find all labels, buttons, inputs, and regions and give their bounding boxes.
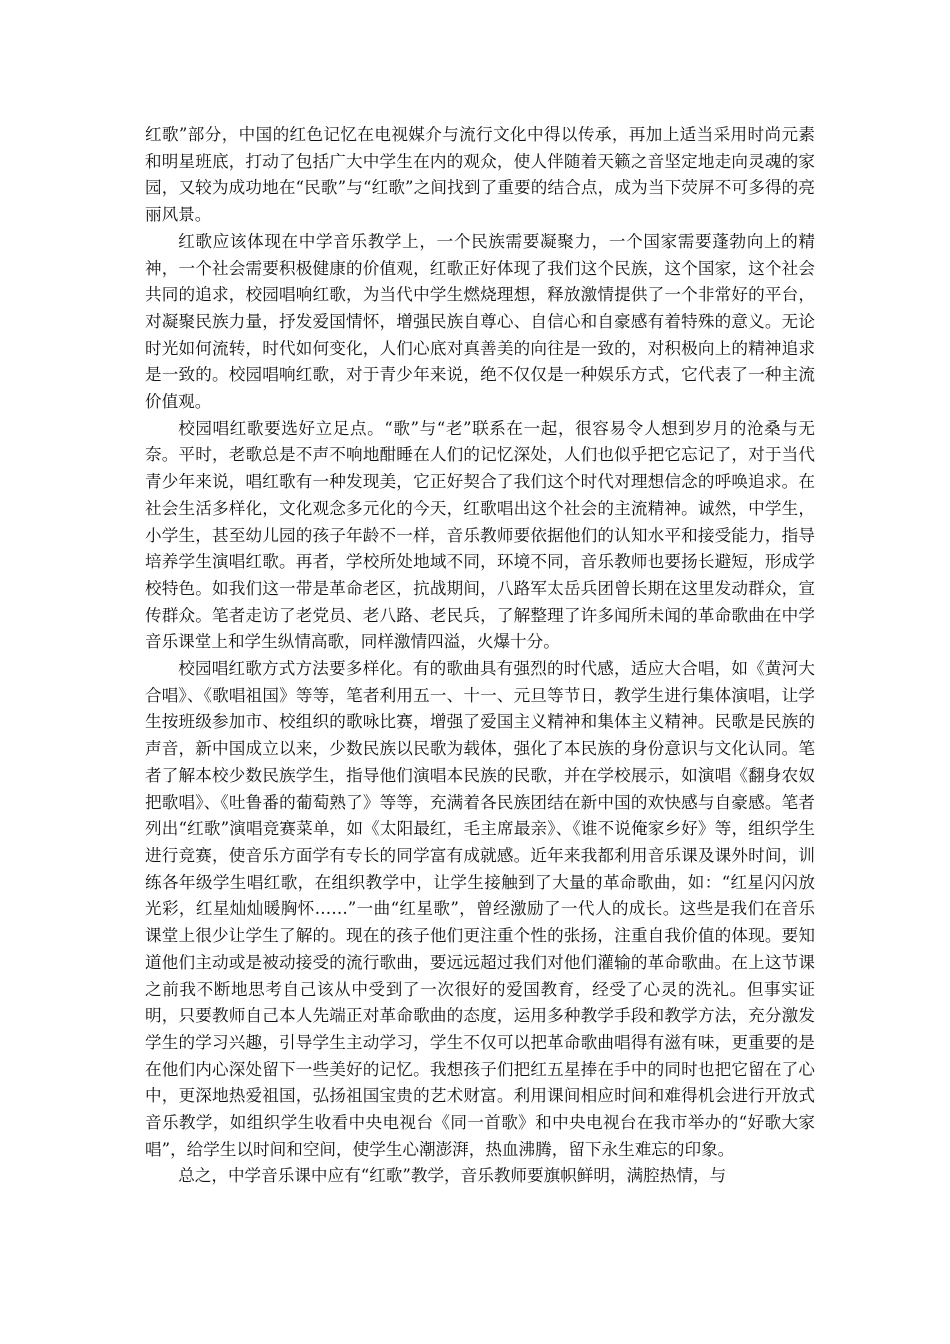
paragraph-5: 总之，中学音乐课中应有“红歌”教学，音乐教师要旗帜鲜明，满腔热情，与 — [178, 1166, 727, 1186]
document-body — [145, 122, 815, 1190]
paragraph-2: 红歌应该体现在中学音乐教学上，一个民族需要凝聚力，一个国家需要蓬勃向上的精神，一个社会需要积极健康的价值观，红歌正好体现了我们这个民族，这个国家，这个社会共同的追求，校园唱响红歌，为当代中学生燃烧理想，释放激情提供了一个非常好的平台，对凝聚民族力量，抒发爱国情怀，增强民族自尊心、自信心和自豪感有着特殊的意义。无论时光如何流转，时代如何变化，人们心底对真善美的向往是一致的，对积极向上的精神追求是一致的。校园唱响红歌，对于青少年来说，绝不仅仅是一种娱乐方式，它代表了一种主流价值观。 — [145, 231, 815, 412]
paragraph-1: 红歌”部分，中国的红色记忆在电视媒介与流行文化中得以传承，再加上适当采用时尚元素和明星班底，打动了包括广大中学生在内的观众，使人伴随着天籁之音坚定地走向灵魂的家园，又较为成功地在“民歌”与“红歌”之间找到了重要的结合点，成为当下荧屏不可多得的亮丽风景。 — [145, 125, 815, 225]
paragraph-4: 校园唱红歌方式方法要多样化。有的歌曲具有强烈的时代感，适应大合唱，如《黄河大合唱》、《歌唱祖国》等等，笔者利用五一、十一、元旦等节日，教学生进行集体演唱，让学生按班级参加市、校组织的歌咏比赛，增强了爱国主义精神和集体主义精神。民歌是民族的声音，新中国成立以来，少数民族以民歌为载体，强化了本民族的身份意识与文化认同。笔者了解本校少数民族学生，指导他们演唱本民族的民歌，并在学校展示，如演唱《翻身农奴把歌唱》、《吐鲁番的葡萄熟了》等等，充满着各民族团结在新中国的欢快感与自豪感。笔者列出“红歌”演唱竞赛菜单，如《太阳最红，毛主席最亲》、《谁不说俺家乡好》等，组织学生进行竞赛，使音乐方面学有专长的同学富有成就感。近年来我都利用音乐课及课外时间，训练各年级学生唱红歌，在组织教学中，让学生接触到了大量的革命歌曲，如：“红星闪闪放光彩，红星灿灿暖胸怀……”一曲“红星歌”，曾经激励了一代人的成长。这些是我们在音乐课堂上很少让学生了解的。现在的孩子他们更注重个性的张扬，注重自我价值的体现。要知道他们主动或是被动接受的流行歌曲，要远远超过我们对他们灌输的革命歌曲。在上这节课之前我不断地思考自己该从中受到了一次很好的爱国教育，经受了心灵的洗礼。但事实证明，只要教师自己本人先端正对革命歌曲的态度，运用多种教学手段和教学方法，充分激发学生的学习兴趣，引导学生主动学习，学生不仅可以把革命歌曲唱得有滋有味，更重要的是在他们内心深处留下一些美好的记忆。我想孩子们把红五星捧在手中的同时也把它留在了心中，更深地热爱祖国，弘扬祖国宝贵的艺术财富。利用课间相应时间和难得机会进行开放式音乐教学，如组织学生收看中央电视台《同一首歌》和中央电视台在我市举办的“好歌大家唱”，给学生以时间和空间，使学生心潮澎湃，热血沸腾，留下永生难忘的印象。 — [145, 659, 815, 1159]
paragraph-3: 校园唱红歌要选好立足点。“歌”与“老”联系在一起，很容易令人想到岁月的沧桑与无奈。平时，老歌总是不声不响地酣睡在人们的记忆深处，人们也似乎把它忘记了，对于当代青少年来说，唱红歌有一种发现美，它正好契合了我们这个时代对理想信念的呼唤追求。在社会生活多样化，文化观念多元化的今天，红歌唱出这个社会的主流精神。诚然，中学生，小学生，甚至幼儿园的孩子年龄不一样，音乐教师要依据他们的认知水平和接受能力，指导培养学生演唱红歌。再者，学校所处地域不同，环境不同，音乐教师也要扬长避短，形成学校特色。如我们这一带是革命老区，抗战期间，八路军太岳兵团曾长期在这里发动群众，宣传群众。笔者走访了老党员、老八路、老民兵，了解整理了许多闻所未闻的革命歌曲在中学音乐课堂上和学生纵情高歌，同样激情四溢，火爆十分。 — [145, 418, 815, 652]
